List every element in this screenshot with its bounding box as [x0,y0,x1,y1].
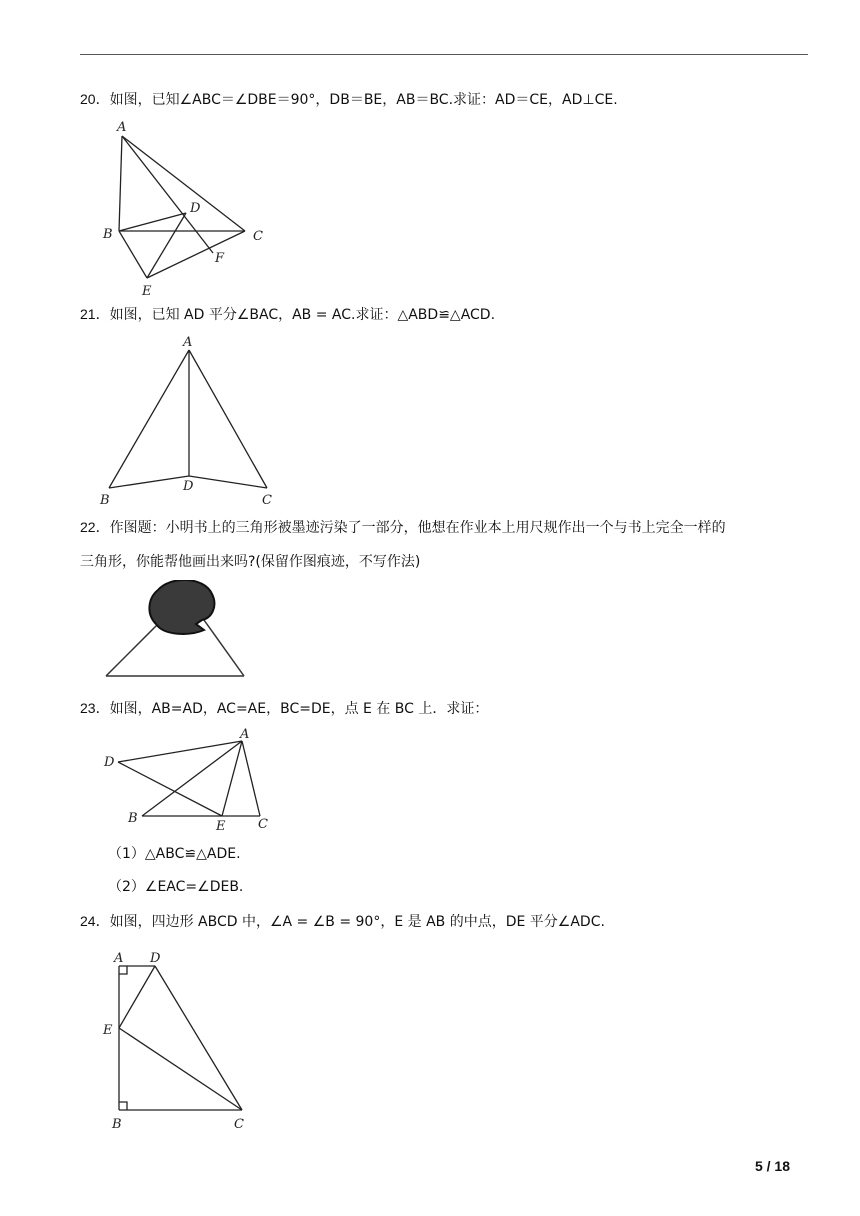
question-21-text: 如图，已知 AD 平分∠BAC，AB = AC.求证：△ABD≌△ACD. [109,307,496,323]
question-21-number: 21． [80,306,110,322]
question-24-text: 如图，四边形 ABCD 中，∠A = ∠B = 90°，E 是 AB 的中点，DE 平分∠ADC. [109,914,605,930]
segment-be [119,231,147,278]
segment-da [118,741,242,762]
label-d: D [183,479,194,494]
label-d: D [190,201,201,216]
label-c: C [262,493,272,508]
segment-ba [142,741,242,816]
label-c: C [253,229,263,244]
segment-bd [109,476,189,488]
figure-22 [100,580,250,680]
label-a: A [183,335,193,350]
segment-af [122,136,213,253]
figure-21 [95,330,285,510]
question-20-number: 20． [80,91,110,107]
question-23-part2: （2）∠EAC=∠DEB. [108,879,244,895]
segment-dc [155,966,242,1110]
label-c: C [258,817,268,832]
figure-23 [98,726,278,836]
label-f: F [215,251,225,266]
question-22-number: 22． [80,519,110,535]
question-24 [80,911,605,932]
right-angle-a [119,966,127,974]
segment-bd [119,213,186,231]
label-d: D [150,951,161,966]
segment-ed [119,966,155,1028]
segment-ac [189,350,267,488]
question-23 [80,698,488,719]
segment-ae [222,741,242,816]
question-23-part1: （1）△ABC≌△ADE. [108,846,241,862]
figure-24 [98,942,268,1137]
label-d: D [104,755,115,770]
question-20 [80,89,618,110]
question-22 [80,517,726,538]
label-b: B [112,1117,122,1132]
segment-ac [242,741,260,816]
question-20-text: 如图，已知∠ABC＝∠DBE＝90°，DB＝BE，AB＝BC.求证：AD＝CE，AD⊥CE. [109,92,618,108]
segment-ec [119,1028,242,1110]
label-e: E [216,819,226,834]
label-b: B [103,227,113,242]
segment-dc [189,476,267,488]
segment-ab [109,350,189,488]
question-24-number: 24． [80,913,110,929]
right-angle-b [119,1102,127,1110]
label-b: B [128,811,138,826]
label-a: A [117,120,127,135]
label-a: A [240,727,250,742]
question-22-text-line2: 三角形，你能帮他画出来吗?(保留作图痕迹，不写作法) [80,554,421,570]
segment-ab [119,136,122,231]
figure-20 [95,115,275,300]
ink-blot [149,580,214,634]
label-e: E [103,1023,113,1038]
triangle-left-side [106,620,162,676]
question-23-number: 23． [80,700,110,716]
label-c: C [234,1117,244,1132]
page-number: 5 / 18 [754,1158,790,1174]
question-23-text: 如图，AB=AD，AC=AE，BC=DE，点 E 在 BC 上．求证： [109,701,489,717]
label-e: E [142,284,152,299]
question-22-text-line1: 作图题：小明书上的三角形被墨迹污染了一部分，他想在作业本上用尺规作出一个与书上完全一样的 [109,520,726,536]
triangle-right-side [204,620,244,676]
question-22-line2 [80,552,420,572]
segment-de [118,762,222,816]
question-21 [80,304,495,325]
label-a: A [114,951,124,966]
label-b: B [100,493,110,508]
header-rule [80,54,808,55]
